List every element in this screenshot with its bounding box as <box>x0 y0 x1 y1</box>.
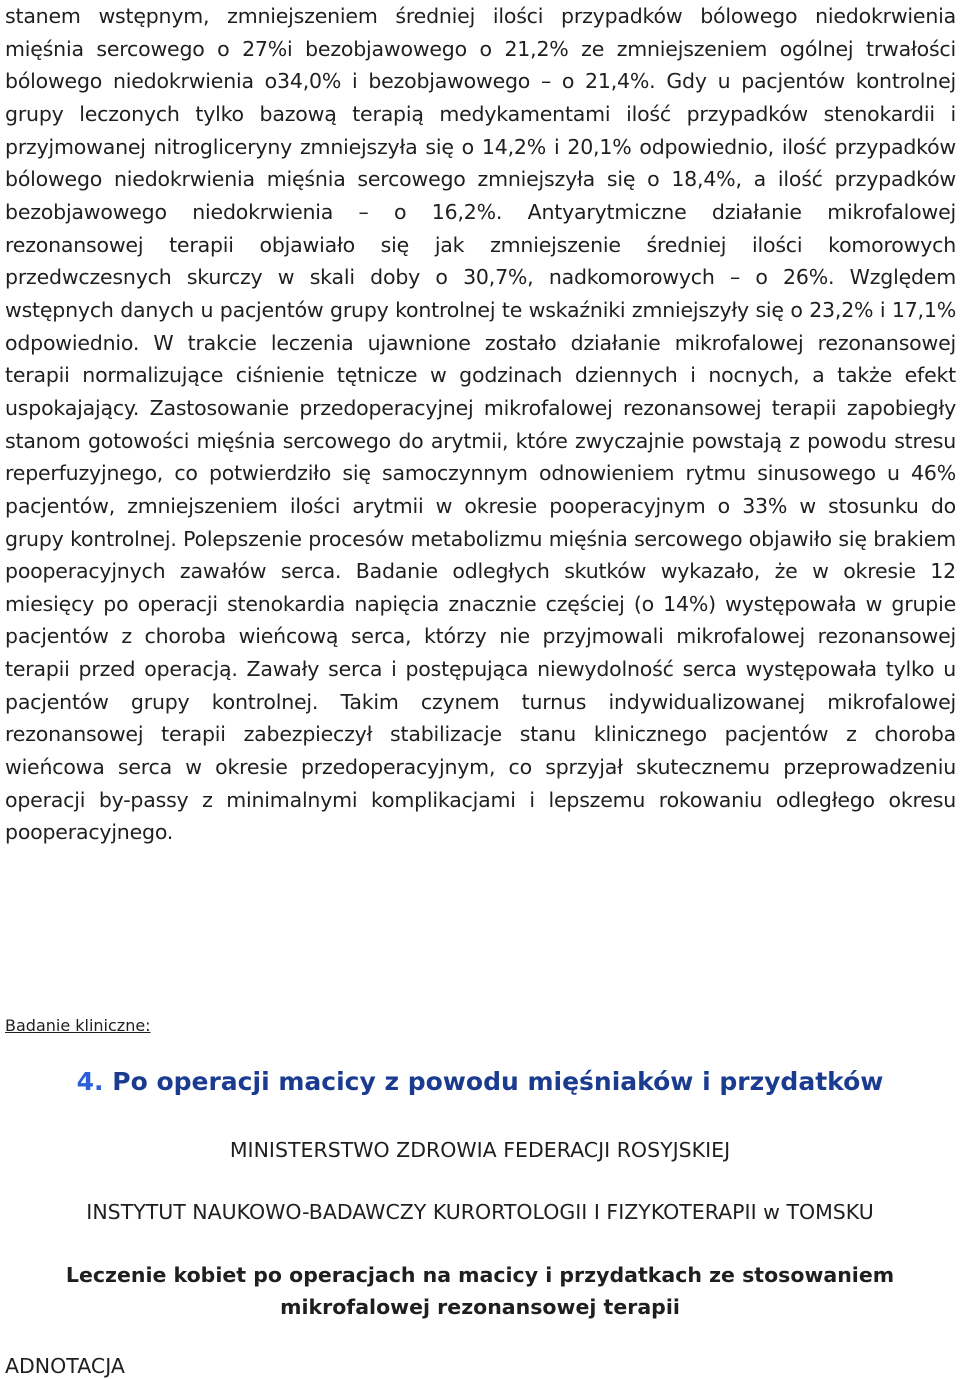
ministry-name: MINISTERSTWO ZDROWIA FEDERACJI ROSYJSKIEJ <box>229 1138 731 1162</box>
annotation-label: ADNOTACJA <box>5 1354 125 1378</box>
clinical-study-link[interactable]: Badanie kliniczne: <box>5 1016 151 1035</box>
section-heading <box>0 1064 960 1100</box>
body-text-block <box>5 0 956 849</box>
body-paragraph: stanem wstępnym, zmniejszeniem średniej ilości przypadków bólowego niedokrwienia mięśnia sercowego o 27%i bezobjawowego o 21,2% ze zmniejszeniem ogólnej trwałości bólowego niedokrwienia o34,0% i bezobjawowego – o 21,4%. Gdy u pacjentów kontrolnej grupy leczonych tylko bazową terapią medykamentami ilość przypadków stenokardii i przyjmowanej nitrogliceryny zmniejszyła się o 14,2% i 20,1% odpowiednio, ilość przypadków bólowego niedokrwienia mięśnia sercowego zmniejszyła się o 18,4%, a ilość przypadków bezobjawowego niedokrwienia – o 16,2%. Antyarytmiczne działanie mikrofalowej rezonansowej terapii objawiało się jak zmniejszenie średniej ilości komorowych przedwczesnych skurczy w skali doby o 30,7%, nadkomorowych – o 26%. Względem wstępnych danych u pacjentów grupy kontrolnej te wskaźniki zmniejszyły się o 23,2% i 17,1% odpowiednio. W trakcie leczenia ujawnione zostało działanie mikrofalowej rezonansowej terapii normalizujące ciśnienie tętnicze w godzinach dziennych i nocnych, a także efekt uspokajający. Zastosowanie przedoperacyjnej mikrofalowej rezonansowej terapii zapobiegły stanom gotowości mięśnia sercowego do arytmii, które zwyczajnie powstają z powodu stresu reperfuzyjnego, co potwierdziło się samoczynnym odnowieniem rytmu sinusowego u 46% pacjentów, zmniejszeniem ilości arytmii w okresie pooperacyjnym o 33% w stosunku do grupy kontrolnej. Polepszenie procesów metabolizmu mięśnia sercowego objawiło się brakiem pooperacyjnych zawałów serca. Badanie odległych skutków wykazało, że w okresie 12 miesięcy po operacji stenokardia napięcia znacznie częściej (o 14%) występowała w grupie pacjentów z choroba wieńcową serca, którzy nie przyjmowali mikrofalowej rezonansowej terapii przed operacją. Zawały serca i postępująca niewydolność serca występowała tylko u pacjentów grupy kontrolnej. Takim czynem turnus indywidualizowanej mikrofalowej rezonansowej terapii zabezpieczył stabilizacje stanu klinicznego pacjentów z choroba wieńcowa serca w okresie przedoperacyjnym, co sprzyjał skutecznemu przeprowadzeniu operacji by-passy z minimalnymi komplikacjami i lepszemu rokowaniu odległego okresu pooperacyjnego. <box>5 4 956 845</box>
section-number: 4. <box>76 1067 104 1096</box>
paper-title: Leczenie kobiet po operacjach na macicy i przydatkach ze stosowaniem mikrofalowej rezonansowej terapii <box>65 1263 895 1319</box>
section-title: Po operacji macicy z powodu mięśniaków i przydatków <box>112 1067 884 1096</box>
institute-name: INSTYTUT NAUKOWO-BADAWCZY KURORTOLOGII I FIZYKOTERAPII w TOMSKU <box>86 1200 874 1224</box>
